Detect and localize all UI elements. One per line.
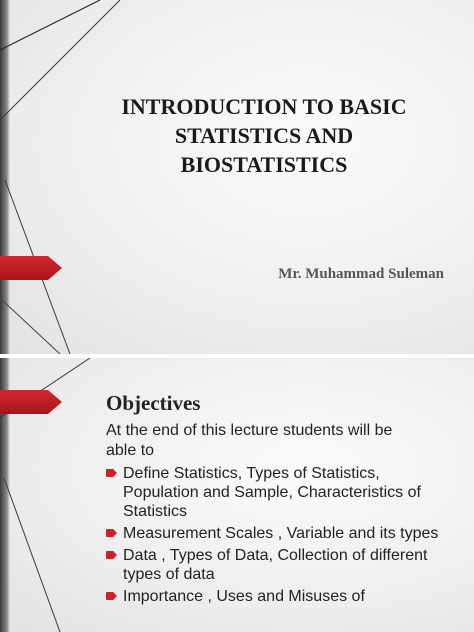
objectives-heading: Objectives xyxy=(106,391,201,415)
objectives-intro: At the end of this lecture students will be able to xyxy=(106,422,393,459)
red-arrow-bullet-icon xyxy=(106,551,117,559)
title-line: INTRODUCTION TO BASIC xyxy=(121,94,407,119)
slide-title xyxy=(92,92,436,179)
title-line: STATISTICS AND xyxy=(174,123,354,148)
list-item xyxy=(106,587,446,606)
bullet-text: Define Statistics, Types of Statistics, Population and Sample, Characteristics of Statistics xyxy=(123,465,421,520)
list-item xyxy=(106,464,446,521)
red-arrow-bullet-icon xyxy=(106,529,117,537)
objectives-list xyxy=(106,464,446,609)
list-item xyxy=(106,524,446,543)
title-line: BIOSTATISTICS xyxy=(180,152,348,177)
author-name: Mr. Muhammad Suleman xyxy=(278,266,444,282)
bullet-text: Measurement Scales , Variable and its types xyxy=(123,525,439,542)
objectives-slide xyxy=(0,358,474,632)
list-item xyxy=(106,546,446,584)
red-arrow-bullet-icon xyxy=(106,469,117,477)
red-arrow-bullet-icon xyxy=(106,592,117,600)
bullet-text: Importance , Uses and Misuses of xyxy=(123,588,365,605)
bullet-text: Data , Types of Data, Collection of different types of data xyxy=(123,547,428,583)
